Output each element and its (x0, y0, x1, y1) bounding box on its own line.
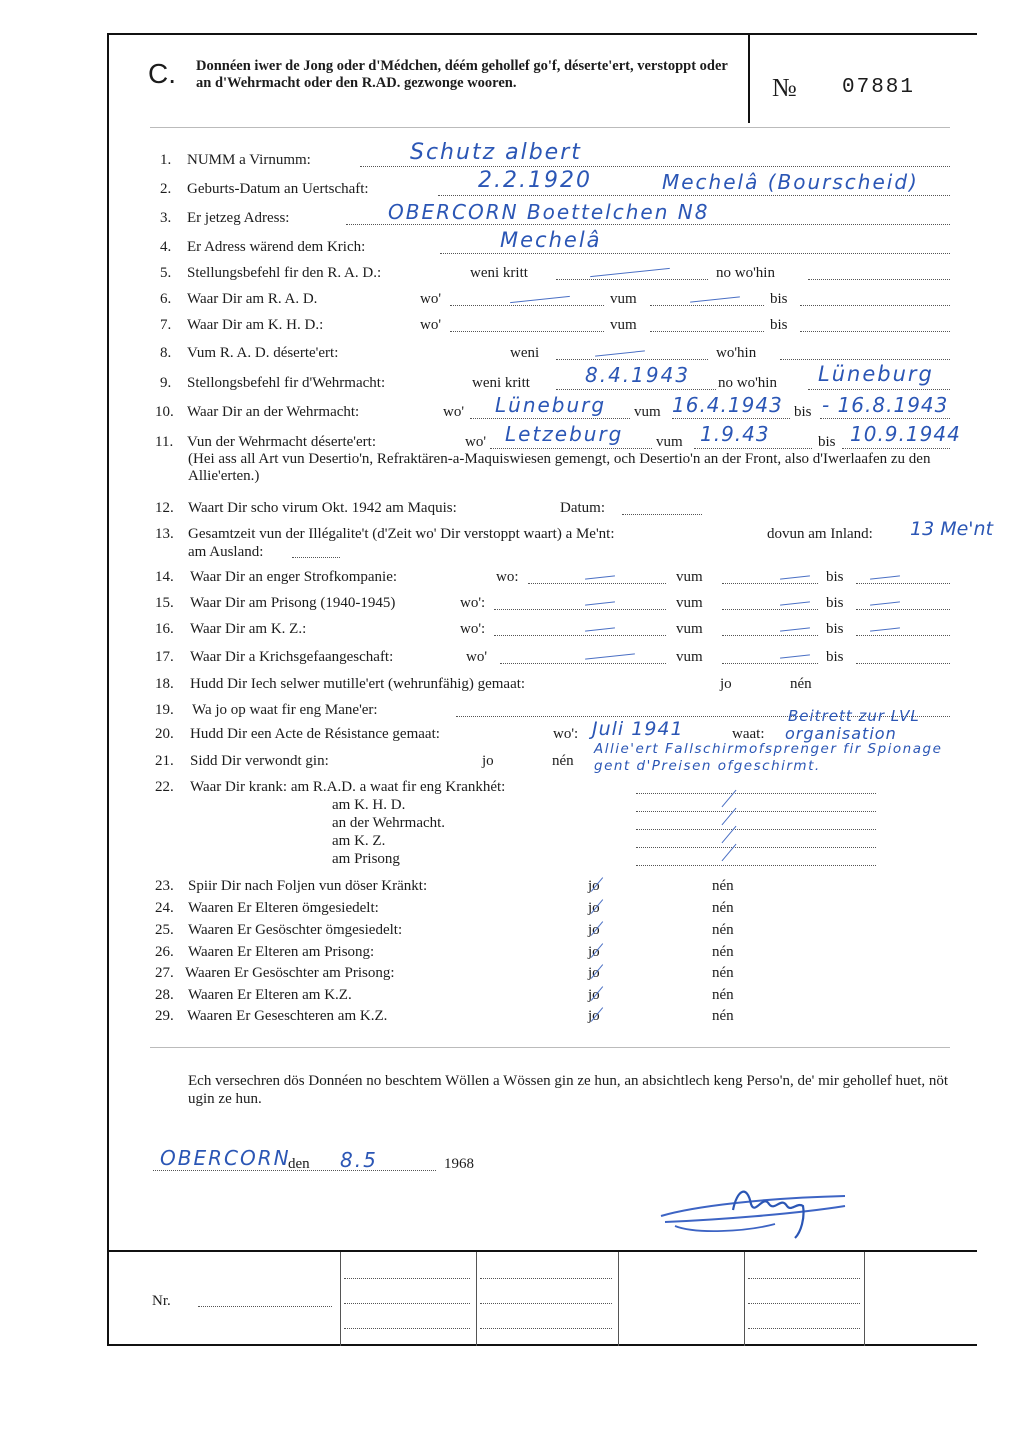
field-17-where-line[interactable] (500, 663, 666, 664)
field-22-line[interactable] (636, 793, 876, 794)
field-11-where-value: Letzeburg (505, 422, 624, 446)
field-24-num: 24. (155, 900, 174, 916)
signing-place: OBERCORN (160, 1146, 291, 1170)
field-16-num: 16. (155, 621, 174, 637)
field-29-num: 29. (155, 1008, 174, 1024)
field-14-to-label: bis (826, 569, 844, 585)
field-11-to-line[interactable] (842, 448, 950, 449)
field-19-num: 19. (155, 702, 174, 718)
field-2-line[interactable] (438, 195, 950, 196)
field-15-num: 15. (155, 595, 174, 611)
field-26-num: 26. (155, 944, 174, 960)
field-10-from-line[interactable] (672, 418, 790, 419)
field-5-label: Stellungsbefehl fir den R. A. D.: (187, 265, 382, 281)
signing-den: den (288, 1156, 310, 1172)
field-5-where-line[interactable] (808, 279, 950, 280)
field-21-no[interactable]: nén (552, 753, 574, 769)
field-7-from-label: vum (610, 317, 637, 333)
field-16-label: Waar Dir am K. Z.: (190, 621, 307, 637)
field-18-no[interactable]: nén (790, 676, 812, 692)
field-11-from-line[interactable] (694, 448, 812, 449)
field-4-value: Mechelâ (500, 228, 602, 252)
field-17-label: Waar Dir a Krichsgefaangeschaft: (190, 649, 394, 665)
field-20-what-label: waat: (732, 726, 765, 742)
field-27-num: 27. (155, 965, 174, 981)
field-25-num: 25. (155, 922, 174, 938)
field-17-to-label: bis (826, 649, 844, 665)
field-12-label: Waart Dir scho virum Okt. 1942 am Maquis: (188, 500, 457, 516)
field-18-num: 18. (155, 676, 174, 692)
field-25-no[interactable]: nén (712, 922, 734, 938)
field-16-from-label: vum (676, 621, 703, 637)
field-2-date: 2.2.1920 (478, 168, 592, 193)
field-28-yes[interactable]: jo (588, 987, 600, 1003)
field-16-where-label: wo': (460, 621, 486, 637)
field-6-where-label: wo' (420, 291, 442, 307)
field-15-from-label: vum (676, 595, 703, 611)
signature-icon (655, 1176, 855, 1246)
footer-band (107, 1250, 977, 1346)
field-16-from-line[interactable] (722, 635, 818, 636)
field-8-label: Vum R. A. D. déserte'ert: (187, 345, 339, 361)
field-19-label: Wa jo op waat fir eng Mane'er: (192, 702, 378, 718)
field-13-inland-label: dovun am Inland: (767, 526, 873, 542)
field-22-sub-4-line[interactable] (636, 865, 876, 866)
field-5-where-label: no wo'hin (716, 265, 775, 281)
field-13-abroad-line[interactable] (292, 557, 340, 558)
field-1-label: NUMM a Virnumm: (187, 152, 311, 168)
header-rule (150, 127, 950, 128)
field-6-to-label: bis (770, 291, 788, 307)
field-17-from-line[interactable] (722, 663, 818, 664)
field-24-no[interactable]: nén (712, 900, 734, 916)
field-9-num: 9. (160, 375, 172, 391)
field-3-value: OBERCORN Boettelchen N8 (388, 200, 710, 224)
field-20-what-line1: Beitrett zur LVL (788, 707, 920, 725)
field-18-yes[interactable]: jo (720, 676, 732, 692)
field-3-line[interactable] (346, 224, 950, 225)
footer-nr-line[interactable] (198, 1306, 332, 1307)
field-11-to-label: bis (818, 434, 836, 450)
field-6-label: Waar Dir am R. A. D. (187, 291, 318, 307)
field-23-label: Spiir Dir nach Foljen vun döser Kränkt: (188, 878, 428, 894)
field-13-abroad-label: am Ausland: (188, 544, 264, 560)
field-10-where-label: wo' (443, 404, 465, 420)
field-17-to-line[interactable] (856, 663, 950, 664)
field-5-num: 5. (160, 265, 172, 281)
field-24-label: Waaren Er Elteren ömgesiedelt: (188, 900, 379, 916)
footer-cell-line[interactable] (344, 1303, 470, 1304)
field-15-where-line[interactable] (494, 609, 666, 610)
field-7-label: Waar Dir am K. H. D.: (187, 317, 324, 333)
field-9-when-label: weni kritt (472, 375, 530, 391)
field-20-num: 20. (155, 726, 174, 742)
field-1-value: Schutz albert (410, 140, 582, 165)
field-22-sub-4: am Prisong (332, 851, 400, 867)
field-17-num: 17. (155, 649, 174, 665)
field-6-from-line[interactable] (650, 305, 764, 306)
field-20-where-value: Juli 1941 (592, 718, 684, 740)
field-5-when-label: weni kritt (470, 265, 528, 281)
footer-cell-line[interactable] (480, 1278, 612, 1279)
field-15-from-line[interactable] (722, 609, 818, 610)
field-6-num: 6. (160, 291, 172, 307)
field-14-label: Waar Dir an enger Strofkompanie: (190, 569, 398, 585)
footer-cell-line[interactable] (344, 1278, 470, 1279)
field-8-when-line[interactable] (556, 359, 708, 360)
field-15-label: Waar Dir am Prisong (1940-1945) (190, 595, 396, 611)
field-14-from-label: vum (676, 569, 703, 585)
field-16-to-line[interactable] (856, 635, 950, 636)
field-6-from-label: vum (610, 291, 637, 307)
field-22-num: 22. (155, 779, 174, 795)
field-23-num: 23. (155, 878, 174, 894)
field-5-when-line[interactable] (556, 279, 708, 280)
field-28-num: 28. (155, 987, 174, 1003)
field-4-label: Er Adress wärend dem Krich: (187, 239, 366, 255)
field-15-where-label: wo': (460, 595, 486, 611)
field-17-where-label: wo' (466, 649, 488, 665)
footer-cell-line[interactable] (748, 1328, 860, 1329)
field-10-where-value: Lüneburg (495, 393, 607, 417)
field-7-from-line[interactable] (650, 331, 764, 332)
field-9-when-value: 8.4.1943 (585, 363, 691, 387)
field-27-no[interactable]: nén (712, 965, 734, 981)
field-21-note-line1: Allie'ert Fallschirmofsprenger fir Spionage (594, 741, 943, 757)
field-11-where-label: wo' (465, 434, 487, 450)
field-24-yes[interactable]: jo (588, 900, 600, 916)
field-22-sub-2-line[interactable] (636, 829, 876, 830)
field-10-from-value: 16.4.1943 (672, 393, 783, 417)
field-15-to-line[interactable] (856, 609, 950, 610)
field-12-date-label: Datum: (560, 500, 605, 516)
declaration-rule (150, 1047, 950, 1048)
field-25-yes[interactable]: jo (588, 922, 600, 938)
field-29-no[interactable]: nén (712, 1008, 734, 1024)
field-8-where-line[interactable] (780, 359, 950, 360)
field-20-where-label: wo': (553, 726, 579, 742)
field-29-label: Waaren Er Geseschteren am K.Z. (187, 1008, 388, 1024)
field-1-line[interactable] (360, 166, 950, 167)
field-12-num: 12. (155, 500, 174, 516)
footer-divider (476, 1252, 477, 1346)
field-27-label: Waaren Er Gesöschter am Prisong: (185, 965, 395, 981)
field-15-to-label: bis (826, 595, 844, 611)
field-3-label: Er jetzeg Adress: (187, 210, 290, 226)
field-11-note: (Hei ass all Art vun Desertio'n, Refraktären-a-Maquiswiesen gemengt, och Desertio'n an der Front, also d'Iwerlaafen zu den Allie'erten.) (188, 451, 931, 484)
field-25-label: Waaren Er Gesöschter ömgesiedelt: (188, 922, 403, 938)
field-22-sub-3-line[interactable] (636, 847, 876, 848)
footer-divider (340, 1252, 341, 1346)
field-16-where-line[interactable] (494, 635, 666, 636)
field-2-place: Mechelâ (Bourscheid) (662, 170, 919, 194)
field-22-sub-2: an der Wehrmacht. (332, 815, 446, 831)
field-21-note-line2: gent d'Preisen ofgeschirmt. (594, 758, 821, 774)
field-28-label: Waaren Er Elteren am K.Z. (188, 987, 352, 1003)
field-9-where-line[interactable] (808, 389, 950, 390)
field-9-where-label: no wo'hin (718, 375, 777, 391)
field-10-to-line[interactable] (820, 418, 950, 419)
field-8-where-label: wo'hin (716, 345, 757, 361)
field-11-num: 11. (155, 434, 174, 450)
field-22-sub-3: am K. Z. (332, 833, 386, 849)
field-13-label: Gesamtzeit vun der Illégalite't (d'Zeit wo' Dir verstoppt waart) a Me'nt: (188, 526, 615, 542)
footer-divider (744, 1252, 745, 1346)
section-letter: C. (148, 58, 176, 89)
field-1-num: 1. (160, 152, 172, 168)
field-2-num: 2. (160, 181, 172, 197)
field-10-to-label: bis (794, 404, 812, 420)
field-21-yes[interactable]: jo (482, 753, 494, 769)
field-20-what-line2: organisation (785, 724, 897, 743)
field-4-num: 4. (160, 239, 172, 255)
field-28-no[interactable]: nén (712, 987, 734, 1003)
field-6-where-line[interactable] (450, 305, 604, 306)
header-divider (748, 35, 750, 123)
form-title: Donnéen iwer de Jong oder d'Médchen, déém gehollef go'f, déserte'ert, verstoppt oder an d'Wehrmacht oder den R.AD. gezwonge wooren. (196, 58, 728, 91)
field-14-num: 14. (155, 569, 174, 585)
field-14-where-line[interactable] (528, 583, 666, 584)
field-7-where-line[interactable] (450, 331, 604, 332)
field-7-num: 7. (160, 317, 172, 333)
field-22-sub-1: am K. H. D. (332, 797, 406, 813)
field-20-label: Hudd Dir een Acte de Résistance gemaat: (190, 726, 440, 742)
field-26-yes[interactable]: jo (588, 944, 600, 960)
signing-year: 1968 (444, 1156, 474, 1172)
field-8-num: 8. (160, 345, 172, 361)
field-10-to-value: - 16.8.1943 (822, 393, 949, 417)
number-mark: № (772, 73, 797, 102)
footer-cell-line[interactable] (344, 1328, 470, 1329)
field-11-label: Vun der Wehrmacht déserte'ert: (187, 434, 376, 450)
field-13-inland-value: 13 Me'nt (910, 518, 994, 540)
field-17-from-label: vum (676, 649, 703, 665)
field-9-label: Stellongsbefehl fir d'Wehrmacht: (187, 375, 386, 391)
field-9-where-value: Lüneburg (818, 362, 934, 386)
field-8-when-label: weni (510, 345, 540, 361)
field-9-when-line[interactable] (556, 389, 716, 390)
field-12-date-line[interactable] (622, 514, 702, 515)
field-21-label: Sidd Dir verwondt gin: (190, 753, 329, 769)
field-26-no[interactable]: nén (712, 944, 734, 960)
field-23-yes[interactable]: jo (588, 878, 600, 894)
footer-cell-line[interactable] (748, 1303, 860, 1304)
form-number: 07881 (842, 76, 916, 99)
field-18-label: Hudd Dir Iech selwer mutille'ert (wehrunfähig) gemaat: (190, 676, 526, 692)
declaration-text: Ech versechren dös Donnéen no beschtem Wöllen a Wössen gin ze hun, an absichtlech keng Perso'n, de' mir gehollef huet, nöt ugin ze hun. (188, 1073, 949, 1107)
field-6-to-line[interactable] (800, 305, 950, 306)
footer-cell-line[interactable] (480, 1328, 612, 1329)
field-16-to-label: bis (826, 621, 844, 637)
field-11-from-label: vum (656, 434, 683, 450)
field-14-where-label: wo: (496, 569, 519, 585)
footer-cell-line[interactable] (480, 1303, 612, 1304)
field-21-num: 21. (155, 753, 174, 769)
field-10-label: Waar Dir an der Wehrmacht: (187, 404, 360, 420)
signing-date: 8.5 (340, 1148, 378, 1172)
field-11-from-value: 1.9.43 (700, 422, 770, 446)
field-26-label: Waaren Er Elteren am Prisong: (188, 944, 375, 960)
field-10-num: 10. (155, 404, 174, 420)
footer-cell-line[interactable] (748, 1278, 860, 1279)
field-10-where-line[interactable] (470, 418, 630, 419)
field-23-no[interactable]: nén (712, 878, 734, 894)
field-11-where-line[interactable] (490, 448, 652, 449)
field-14-to-line[interactable] (856, 583, 950, 584)
field-22-sub-1-line[interactable] (636, 811, 876, 812)
field-7-to-label: bis (770, 317, 788, 333)
field-2-label: Geburts-Datum an Uertschaft: (187, 181, 369, 197)
field-4-line[interactable] (440, 253, 950, 254)
footer-divider (864, 1252, 865, 1346)
footer-nr-label: Nr. (152, 1293, 171, 1309)
field-7-where-label: wo' (420, 317, 442, 333)
field-27-yes[interactable]: jo (588, 965, 600, 981)
footer-divider (618, 1252, 619, 1346)
field-10-from-label: vum (634, 404, 661, 420)
field-3-num: 3. (160, 210, 172, 226)
field-11-to-value: 10.9.1944 (850, 422, 961, 446)
field-22-label: Waar Dir krank: am R.A.D. a waat fir eng Krankhét: (190, 779, 506, 795)
field-7-to-line[interactable] (800, 331, 950, 332)
field-14-from-line[interactable] (722, 583, 818, 584)
field-13-num: 13. (155, 526, 174, 542)
field-29-yes[interactable]: jo (588, 1008, 600, 1024)
